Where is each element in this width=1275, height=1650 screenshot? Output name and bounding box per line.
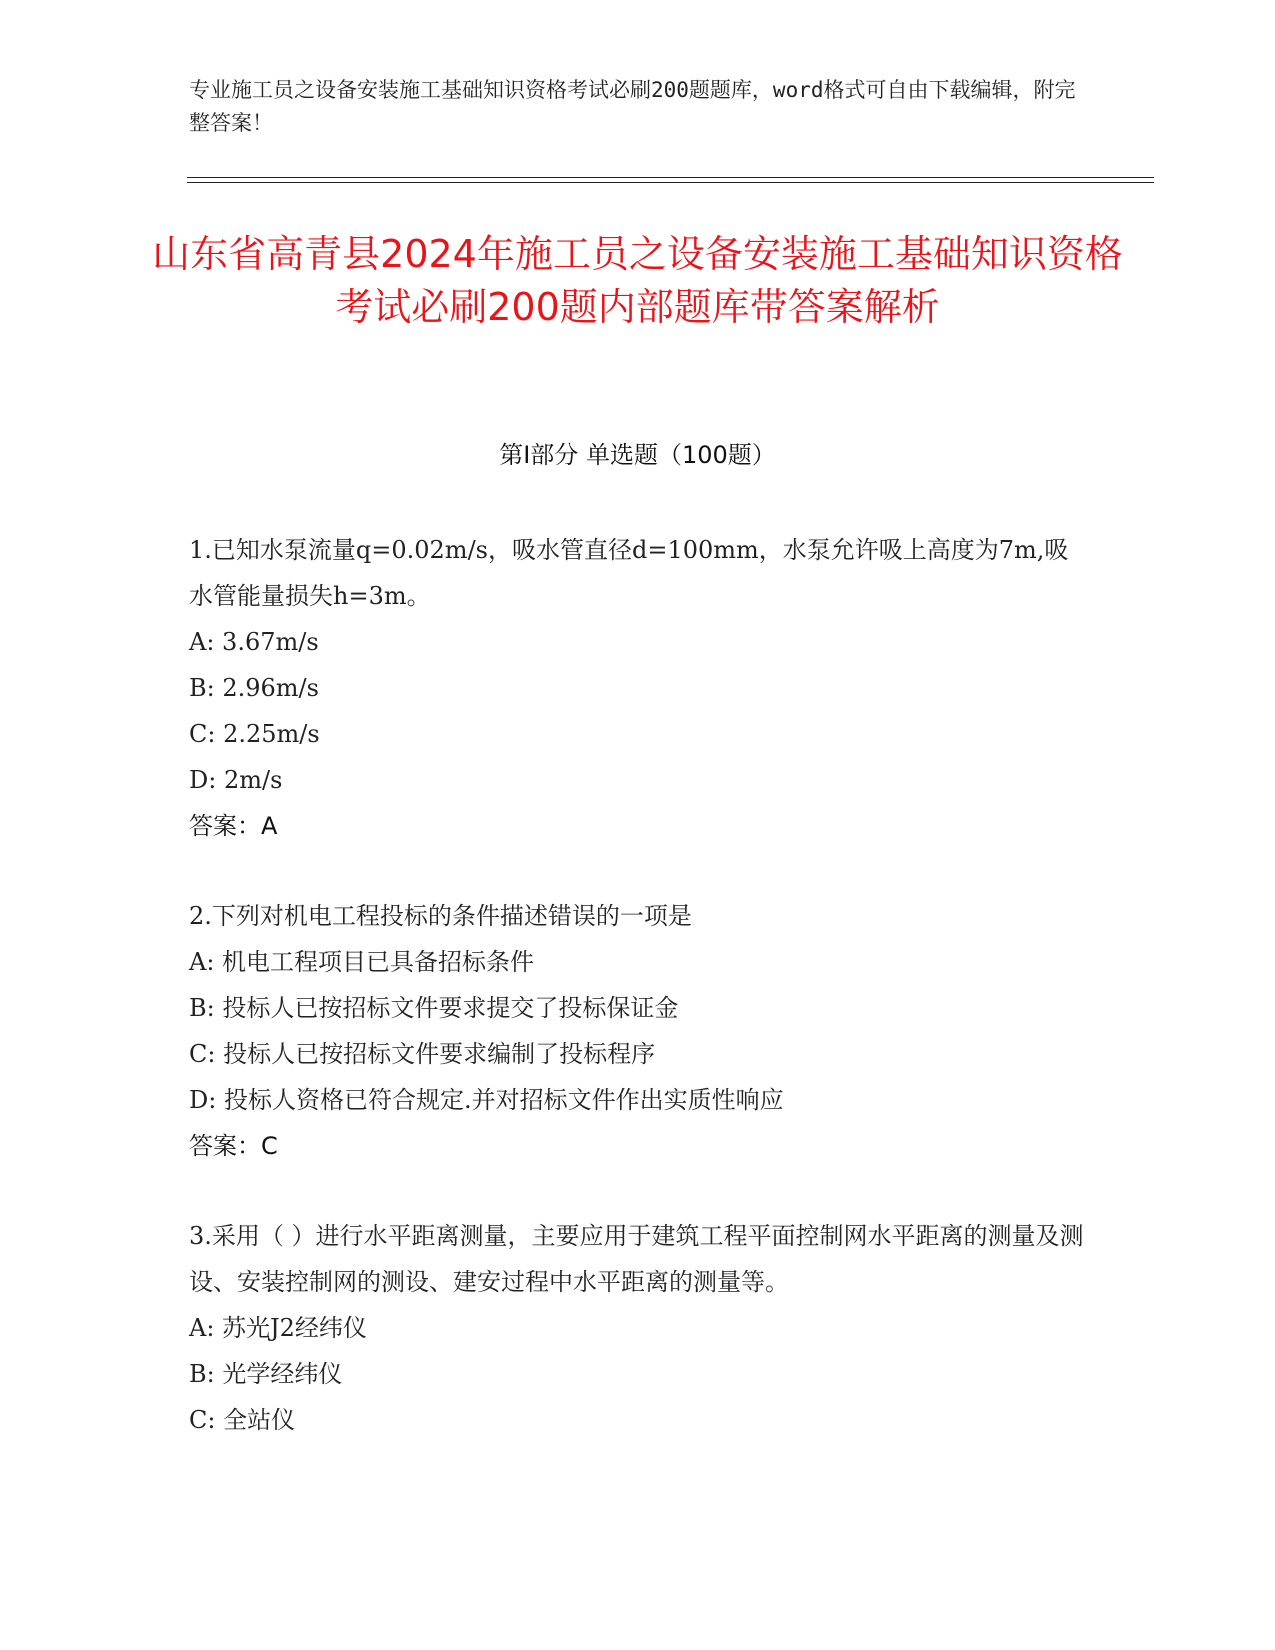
option-a: A: 3.67m/s bbox=[189, 628, 319, 656]
question-1 bbox=[189, 527, 1089, 849]
option-b: B: 2.96m/s bbox=[189, 674, 319, 702]
question-stem: 2.下列对机电工程投标的条件描述错误的一项是 bbox=[189, 902, 692, 930]
answer: 答案：A bbox=[189, 812, 278, 840]
question-stem: 3.采用（ ）进行水平距离测量，主要应用于建筑工程平面控制网水平距离的测量及测设、安装控制网的测设、建安过程中水平距离的测量等。 bbox=[189, 1222, 1084, 1296]
option-b: B: 投标人已按招标文件要求提交了投标保证金 bbox=[189, 994, 679, 1022]
question-list bbox=[189, 527, 1089, 1487]
question-3 bbox=[189, 1213, 1089, 1443]
option-c: C: 2.25m/s bbox=[189, 720, 320, 748]
header-divider-bottom bbox=[187, 182, 1154, 183]
document-title: 山东省高青县2024年施工员之设备安装施工基础知识资格考试必刷200题内部题库带答案解析 bbox=[152, 232, 1123, 329]
question-2 bbox=[189, 893, 1089, 1169]
answer: 答案：C bbox=[189, 1132, 278, 1160]
header-note: 专业施工员之设备安装施工基础知识资格考试必刷200题题库，word格式可自由下载编辑，附完整答案！ bbox=[189, 78, 1076, 135]
option-d: D: 2m/s bbox=[189, 766, 283, 794]
option-a: A: 苏光J2经纬仪 bbox=[189, 1314, 367, 1342]
option-d: D: 投标人资格已符合规定.并对招标文件作出实质性响应 bbox=[189, 1086, 784, 1114]
question-stem: 1.已知水泵流量q=0.02m/s，吸水管直径d=100mm，水泵允许吸上高度为7m,吸水管能量损失h=3m。 bbox=[189, 536, 1069, 610]
option-a: A: 机电工程项目已具备招标条件 bbox=[189, 948, 535, 976]
section-heading: 第Ⅰ部分 单选题（100题） bbox=[499, 441, 776, 469]
option-c: C: 投标人已按招标文件要求编制了投标程序 bbox=[189, 1040, 656, 1068]
option-c: C: 全站仪 bbox=[189, 1406, 296, 1434]
option-b: B: 光学经纬仪 bbox=[189, 1360, 343, 1388]
header-divider-top bbox=[187, 177, 1154, 178]
